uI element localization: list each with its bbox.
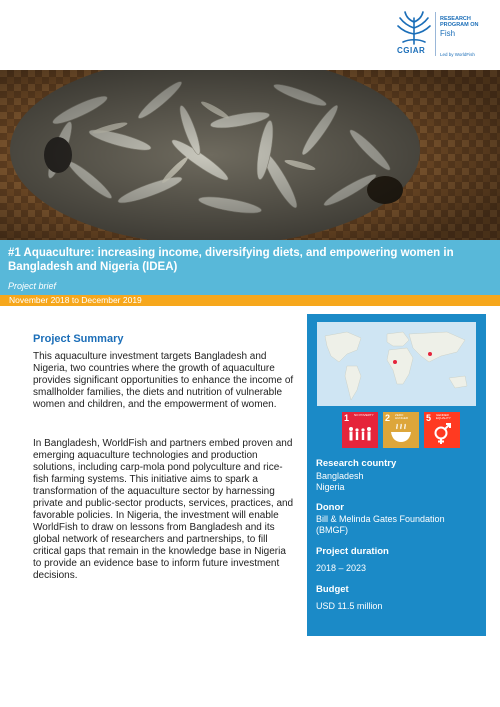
project-date-range: November 2018 to December 2019	[9, 295, 142, 305]
document-title: #1 Aquaculture: increasing income, diversifying diets, and empowering women in Bangladesh and Nigeria (IDEA)	[8, 247, 454, 273]
summary-heading: Project Summary	[33, 333, 124, 345]
program-label-line2: PROGRAM ON	[440, 22, 479, 28]
cgiar-label: CGIAR	[397, 46, 426, 55]
sdg-title: ZERO HUNGER	[395, 413, 409, 421]
led-by-label: Led by WorldFish	[440, 52, 475, 57]
cgiar-logo-icon	[395, 10, 433, 50]
world-map	[317, 322, 476, 406]
country-bangladesh: Bangladesh	[316, 471, 364, 481]
family-icon	[342, 412, 378, 448]
sdg-number: 2	[385, 413, 391, 423]
research-country-heading: Research country	[316, 458, 397, 469]
sdg-number: 5	[426, 413, 432, 423]
sdg-1-badge	[342, 412, 378, 448]
fish-basket-image	[0, 70, 500, 240]
date-band	[0, 295, 500, 306]
sdg-5-badge	[424, 412, 460, 448]
summary-paragraph-1: This aquaculture investment targets Bangladesh and Nigeria, two countries where the growth of aquaculture provides significant opportunities to enhance the income of smallholder families, the diets and nutrition of vulnerable women and children, and the empowerment of women.	[33, 351, 294, 410]
world-map-icon	[317, 322, 476, 406]
bowl-icon	[383, 412, 419, 448]
hero-photo	[0, 70, 500, 240]
budget-value: USD 11.5 million	[316, 601, 383, 611]
budget-heading: Budget	[316, 584, 349, 595]
summary-paragraph-2: In Bangladesh, WorldFish and partners embed proven and emerging aquaculture technologies and production solutions, including carp-mola pond polyculture and rice-fish farming systems. This initiative aims to spark a transformation of the aquaculture sector by harnessing private and public-sector products, services, practices, and favorable policies. In Nigeria, the investment will enable WorldFish to draw on lessons from Bangladesh and its global network of researchers and partnerships, to fill critical gaps that remain in the knowledge base in Nigeria to provide an evidence base to inform future investment decisions.	[33, 438, 294, 581]
donor-name: Bill & Melinda Gates Foundation	[316, 514, 445, 524]
logo-divider	[435, 12, 436, 56]
project-brief-label: Project brief	[8, 281, 57, 291]
sdg-number: 1	[344, 413, 350, 423]
duration-heading: Project duration	[316, 546, 389, 557]
donor-heading: Donor	[316, 502, 344, 513]
donor-abbreviation: (BMGF)	[316, 525, 348, 535]
logo-area	[395, 8, 495, 64]
sdg-2-badge	[383, 412, 419, 448]
program-label-line1: RESEARCH	[440, 16, 471, 22]
duration-value: 2018 – 2023	[316, 563, 367, 573]
title-band	[0, 240, 500, 295]
program-fish-label: Fish	[440, 29, 456, 38]
gender-icon	[424, 412, 460, 448]
sdg-title: GENDER EQUALITY	[436, 413, 451, 421]
project-info-sidebar	[307, 314, 486, 636]
sdg-title: NO POVERTY	[354, 413, 374, 417]
sdg-icons	[307, 412, 486, 452]
country-nigeria: Nigeria	[316, 482, 345, 492]
